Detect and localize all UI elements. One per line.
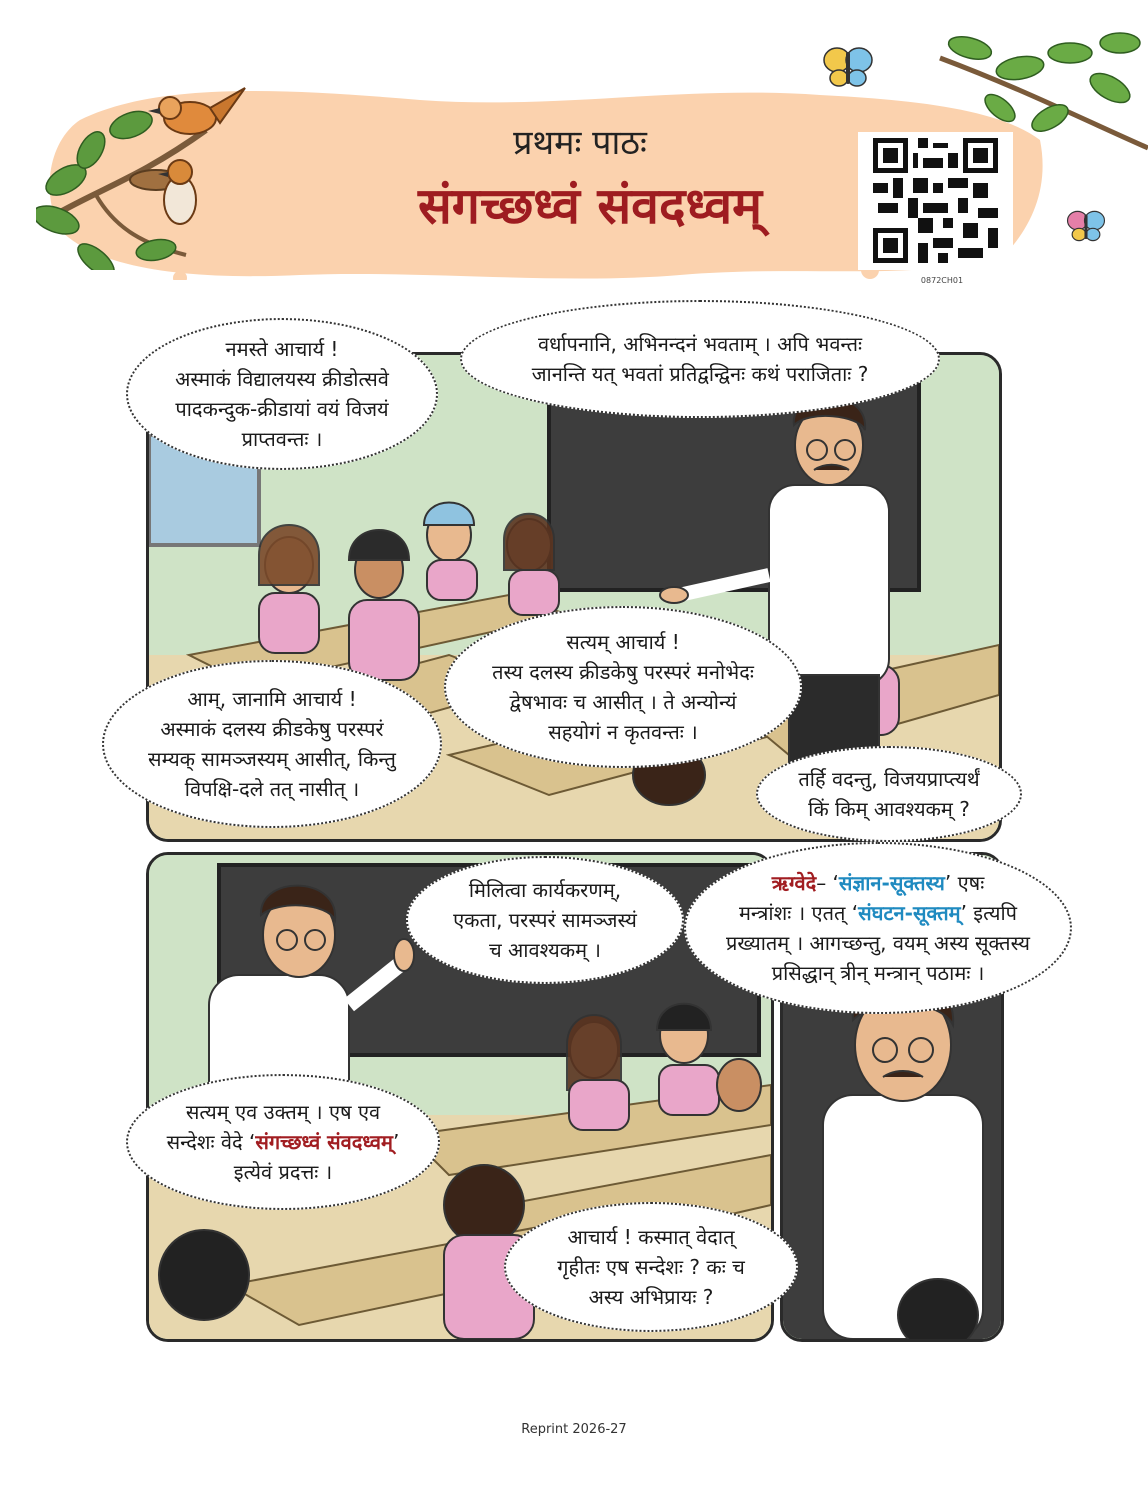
- bubble-9-line: अस्य अभिप्रायः ?: [588, 1285, 714, 1309]
- bubble-1-line: नमस्ते आचार्य !: [225, 337, 339, 361]
- qr-code-label: 0872CH01: [920, 276, 964, 285]
- bubble-7-text: मन्त्रांशः । एतत् ‘: [738, 901, 859, 925]
- lesson-title: संगच्छध्वं संवदध्वम्: [417, 177, 763, 235]
- bubble-1-line: प्राप्तवन्तः ।: [241, 427, 323, 451]
- speech-bubble-4: [102, 660, 442, 828]
- title-highlight: संगच्छध्वं संवदध्वम्: [255, 1130, 394, 1154]
- bubble-7-line: [772, 868, 984, 898]
- bubble-8-text: सन्देशः वेदे ‘: [166, 1130, 256, 1154]
- butterfly-icon: [1066, 208, 1106, 244]
- bubble-7-text: ’ एषः: [944, 871, 985, 895]
- bubble-5-line: किं किम् आवश्यकम् ?: [808, 797, 970, 821]
- speech-bubble-9: [504, 1202, 798, 1332]
- bubble-3-line: सहयोगं न कृतवन्तः ।: [548, 720, 698, 744]
- bubble-5-line: तर्हि वदन्तु, विजयप्राप्त्यर्थं: [798, 767, 980, 791]
- sanghatan-sukta-highlight: संघटन-सूक्तम्: [858, 901, 961, 925]
- qr-code[interactable]: [858, 132, 1013, 270]
- speech-bubble-6: [406, 856, 684, 984]
- bubble-4-line: सम्यक् सामञ्जस्यम् आसीत्, किन्तु: [148, 747, 396, 771]
- bubble-7-line: प्रसिद्धान् त्रीन् मन्त्रान् पठामः ।: [771, 961, 985, 985]
- speech-bubble-8: [126, 1074, 440, 1210]
- butterfly-icon: [822, 44, 874, 90]
- bubble-4-line: अस्माकं दलस्य क्रीडकेषु परस्परं: [160, 717, 384, 741]
- bubble-2-line: वर्धापनानि, अभिनन्दनं भवताम् । अपि भवन्तः: [537, 332, 863, 356]
- bubble-8-line: [167, 1127, 400, 1157]
- lesson-number: प्रथमः पाठः: [513, 123, 647, 163]
- bubble-7-line: [739, 898, 1017, 928]
- speech-bubble-3: [444, 606, 802, 768]
- speech-bubble-5: [756, 746, 1022, 842]
- bubble-3-line: तस्य दलस्य क्रीडकेषु परस्परं मनोभेदः: [492, 660, 754, 684]
- bubble-8-line: सत्यम् एव उक्तम् । एष एव: [185, 1100, 381, 1124]
- bubble-4-line: आम्, जानामि आचार्य !: [187, 687, 357, 711]
- bubble-1-line: अस्माकं विद्यालयस्य क्रीडोत्सवे: [175, 367, 389, 391]
- bird-icon: [150, 150, 210, 240]
- bubble-2-line: जानन्ति यत् भवतां प्रतिद्वन्द्विनः कथं पराजिताः ?: [531, 362, 869, 386]
- bubble-1-line: पादकन्दुक-क्रीडायां वयं विजयं: [175, 397, 389, 421]
- speech-bubble-7: [684, 842, 1072, 1014]
- bubble-7-text: ’ इत्यपि: [960, 901, 1018, 925]
- bubble-9-line: आचार्य ! कस्मात् वेदात्: [567, 1225, 735, 1249]
- bubble-8-text: ’: [393, 1130, 400, 1154]
- bubble-4-line: विपक्षि-दले तत् नासीत् ।: [184, 777, 360, 801]
- bubble-7-text: – ‘: [816, 871, 839, 895]
- bubble-3-line: सत्यम् आचार्य !: [566, 630, 680, 654]
- sanjnana-sukta-highlight: संज्ञान-सूक्तस्य: [838, 871, 945, 895]
- bird-icon: [140, 78, 250, 148]
- speech-bubble-1: [126, 318, 438, 470]
- rigveda-highlight: ऋग्वेदे: [771, 871, 817, 895]
- reprint-footer: Reprint 2026-27: [521, 1422, 627, 1437]
- bubble-6-line: मिलित्वा कार्यकरणम्,: [468, 878, 622, 902]
- bubble-7-line: प्रख्यातम् । आगच्छन्तु, वयम् अस्य सूक्तस्य: [726, 931, 1030, 955]
- bubble-9-line: गृहीतः एष सन्देशः ? कः च: [557, 1255, 745, 1279]
- qr-code-icon: [873, 138, 998, 263]
- bubble-6-line: च आवश्यकम् ।: [489, 938, 601, 962]
- bubble-6-line: एकता, परस्परं सामञ्जस्यं: [453, 908, 637, 932]
- bubble-8-line: इत्येवं प्रदत्तः ।: [233, 1160, 333, 1184]
- bubble-3-line: द्वेषभावः च आसीत् । ते अन्योन्यं: [509, 690, 737, 714]
- speech-bubble-2: [460, 300, 940, 418]
